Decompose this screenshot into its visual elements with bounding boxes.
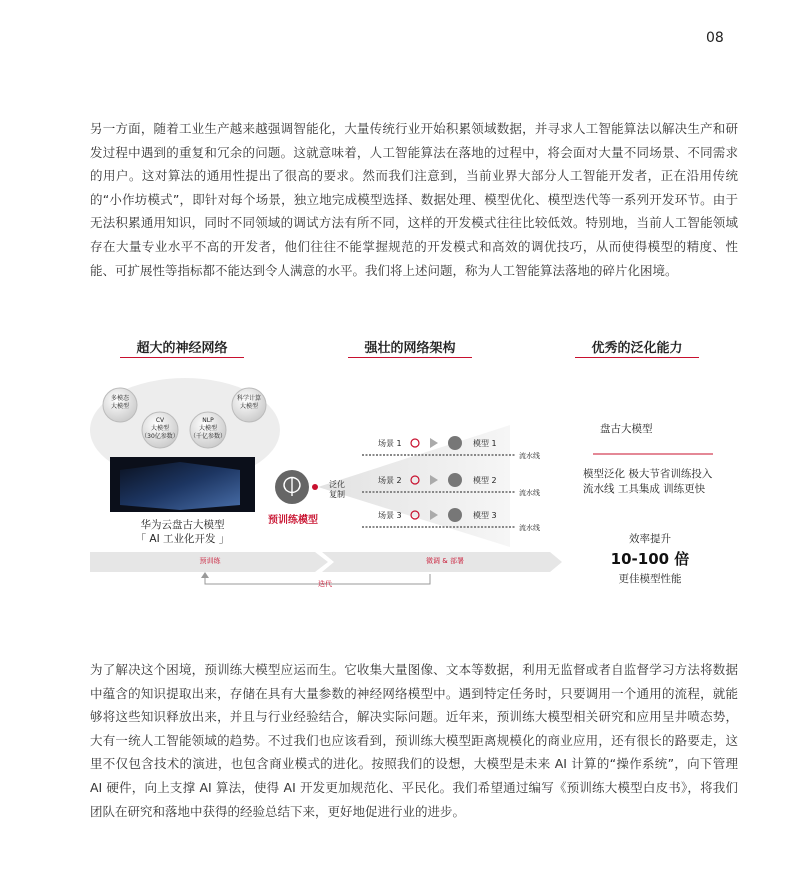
- scene-label: 场景 1: [378, 439, 402, 448]
- pretrain-model-label: 预训练模型: [268, 515, 318, 526]
- scene-label: 场景 2: [378, 476, 402, 485]
- pretrain-node-dot: [312, 484, 318, 490]
- right-line1: 模型泛化 极大节省训练投入: [583, 468, 713, 480]
- solution-paragraph: 为了解决这个困境，预训练大模型应运而生。它收集大量图像、文本等数据，利用无监督或者自监督学习方法将数据中蕴含的知识提取出来，存储在具有大量参数的神经网络模型中。遇到特定任务时，只要调用一个通用的流程，就能够将这些知识释放出来，并且与行业经验结合，解决实际问题。近年来，预训练大模型相关研究和应用呈井喷态势，大有一统人工智能领域的趋势。不过我们也应该看到，预训练大模型距离规模化的商业应用，还有很长的路要走，这里不仅包含技术的演进，也包含商业模式的进化。按照我们的设想，大模型是未来 AI 计算的“操作系统”，向下管理 AI 硬件，向上支撑 AI 算法，使得 AI 开发更加规范化、平民化。我们希望通过编写《预训练大模型白皮书》，将我们团队在研究和落地中获得的经验总结下来，更好地促进行业的进步。: [90, 662, 738, 819]
- pretrain-arrow-label: 预训练: [199, 557, 221, 565]
- model-label: 模型 2: [473, 476, 497, 485]
- right-title: 盘古大模型: [600, 423, 653, 435]
- finetune-arrow-label: 微调 & 部署: [426, 557, 464, 565]
- header-large-network: 超大的神经网络: [136, 341, 228, 356]
- efficiency-label: 效率提升: [629, 533, 671, 545]
- play-icon: [430, 438, 438, 448]
- pangu-caption: 华为云盘古大模型: [140, 519, 225, 531]
- pipeline-label: 流水线: [519, 489, 540, 497]
- neural-cube-icon: [120, 462, 240, 510]
- header-robust-architecture: 强壮的网络架构: [364, 341, 456, 356]
- scene-label: 场景 3: [378, 511, 402, 520]
- header-generalization: 优秀的泛化能力: [591, 341, 683, 356]
- pipeline-label: 流水线: [519, 452, 540, 460]
- bubble-scientific-label: 科学计算 大模型: [236, 395, 261, 410]
- page-number: 08: [706, 30, 724, 46]
- right-line2: 流水线 工具集成 训练更快: [583, 483, 706, 495]
- model-brain-icon: [448, 508, 462, 522]
- generalize-label: 泛化 复制: [329, 480, 345, 499]
- pipeline-label: 流水线: [519, 524, 540, 532]
- efficiency-value: 10-100 倍: [610, 550, 690, 568]
- bubble-nlp-label: NLP 大模型 （千亿参数）: [189, 417, 226, 440]
- timer-icon: [411, 439, 419, 447]
- pangu-subcaption: 「 AI 工业化开发 」: [135, 533, 230, 545]
- model-label: 模型 1: [473, 439, 497, 448]
- bubble-cv-label: CV 大模型 （30亿参数）: [141, 417, 179, 440]
- bubble-multimodal-label: 多模态 大模型: [110, 395, 129, 410]
- model-brain-icon: [448, 436, 462, 450]
- efficiency-subtext: 更佳模型性能: [618, 573, 682, 585]
- intro-paragraph: 另一方面，随着工业生产越来越强调智能化，大量传统行业开始积累领域数据，并寻求人工智能算法以解决生产和研发过程中遇到的重复和冗余的问题。这就意味着，人工智能算法在落地的过程中，将会面对大量不同场景、不同需求的用户。这对算法的通用性提出了很高的要求。然而我们注意到，当前业界大部分人工智能开发者，正在沿用传统的“小作坊模式”，即针对每个场景，独立地完成模型选择、数据处理、模型优化、模型迭代等一系列开发环节。由于无法积累通用知识，同时不同领域的调试方法有所不同，这样的开发模式往往比较低效。特别地，当前人工智能领域存在大量专业水平不高的开发者，他们往往不能掌握规范的开发模式和高效的调优技巧，从而使得模型的精度、性能、可扩展性等指标都不能达到令人满意的水平。我们将上述问题，称为人工智能算法落地的碎片化困境。: [90, 121, 738, 278]
- model-label: 模型 3: [473, 511, 497, 520]
- model-brain-icon: [448, 473, 462, 487]
- iterate-label: 迭代: [318, 580, 332, 588]
